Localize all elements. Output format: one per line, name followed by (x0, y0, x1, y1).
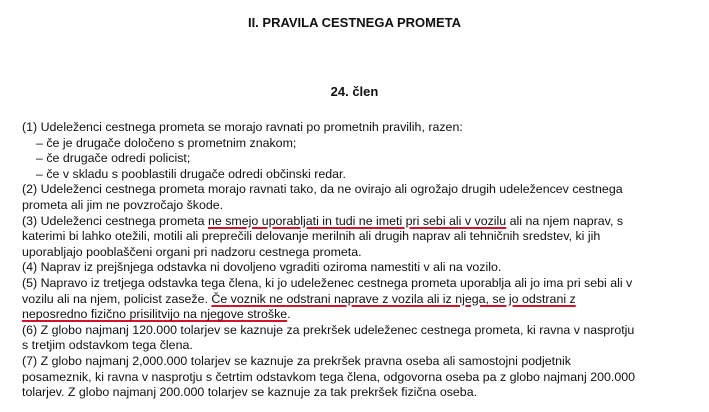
highlighted-phrase: neposredno fizično prisilitvijo na njegove stroške (22, 307, 288, 322)
highlighted-phrase: Če voznik ne odstrani naprave z vozila ali iz njega, se jo odstrani z (211, 291, 576, 306)
paragraph-7-line: posameznik, ki ravna v nasprotju s četrtim odstavkom tega člena, odgovorna oseba pa z globo najmanj 200.000 (22, 369, 636, 384)
paragraph-2-line: prometa ali jim ne povzročajo škode. (22, 197, 224, 212)
text-segment: . (287, 307, 291, 322)
paragraph-3-line: uporabljajo pooblaščeni organi pri nadzoru cestnega prometa. (22, 244, 362, 259)
text-segment: (3) Udeleženci cestnega prometa (22, 213, 208, 228)
paragraph-7-line: tolarjev. Z globo najmanj 200.000 tolarjev se kaznuje za tak prekršek fizična oseba. (22, 385, 478, 400)
list-item-policist: – če drugače odredi policist; (36, 151, 191, 166)
paragraph-5-line: (5) Napravo iz tretjega odstavka tega člena, ki jo udeleženec cestnega prometa uporablja ali jo ima pri sebi ali v (22, 275, 633, 290)
paragraph-5-line (22, 292, 692, 308)
paragraph-2-line: (2) Udeleženci cestnega prometa morajo ravnati tako, da ne ovirajo ali ogrožajo drugih udeležencev cestnega (22, 182, 623, 197)
list-item-obcinski-redar: – če v skladu s pooblastili drugače odredi občinski redar. (36, 166, 346, 181)
article-body (22, 120, 692, 401)
paragraph-3-line (22, 214, 692, 230)
paragraph-7-line: (7) Z globo najmanj 2,000.000 tolarjev se kaznuje za prekršek pravna oseba ali samostojni podjetnik (22, 353, 571, 368)
list-item-prometni-znak: – če je drugače določeno s prometnim znakom; (36, 135, 297, 150)
paragraph-4-line: (4) Naprav iz prejšnjega odstavka ni dovoljeno vgraditi oziroma namestiti v ali na vozilo. (22, 260, 502, 275)
highlighted-phrase: ne smejo uporabljati in tudi ne imeti pri sebi ali v vozilu (207, 213, 507, 228)
paragraph-5-line (22, 307, 692, 323)
text-segment: ali na njem naprav, s (506, 213, 624, 228)
paragraph-6-line: s tretjim odstavkom tega člena. (22, 338, 193, 353)
paragraph-3-line: katerimi bi lahko otežili, motili ali preprečili delovanje merilnih ali drugih naprav ali tehničnih sredstev, ki jih (22, 229, 601, 244)
paragraph-1-line: (1) Udeleženci cestnega prometa se morajo ravnati po prometnih pravilih, razen: (22, 120, 463, 134)
article-title: 24. člen (330, 84, 379, 99)
text-segment: vozilu ali na njem, policist zaseže. (22, 291, 212, 306)
section-title: II. PRAVILA CESTNEGA PROMETA (247, 15, 462, 30)
paragraph-6-line: (6) Z globo najmanj 120.000 tolarjev se kaznuje za prekršek udeleženec cestnega prometa, ki ravna v nasprotju (22, 322, 635, 337)
